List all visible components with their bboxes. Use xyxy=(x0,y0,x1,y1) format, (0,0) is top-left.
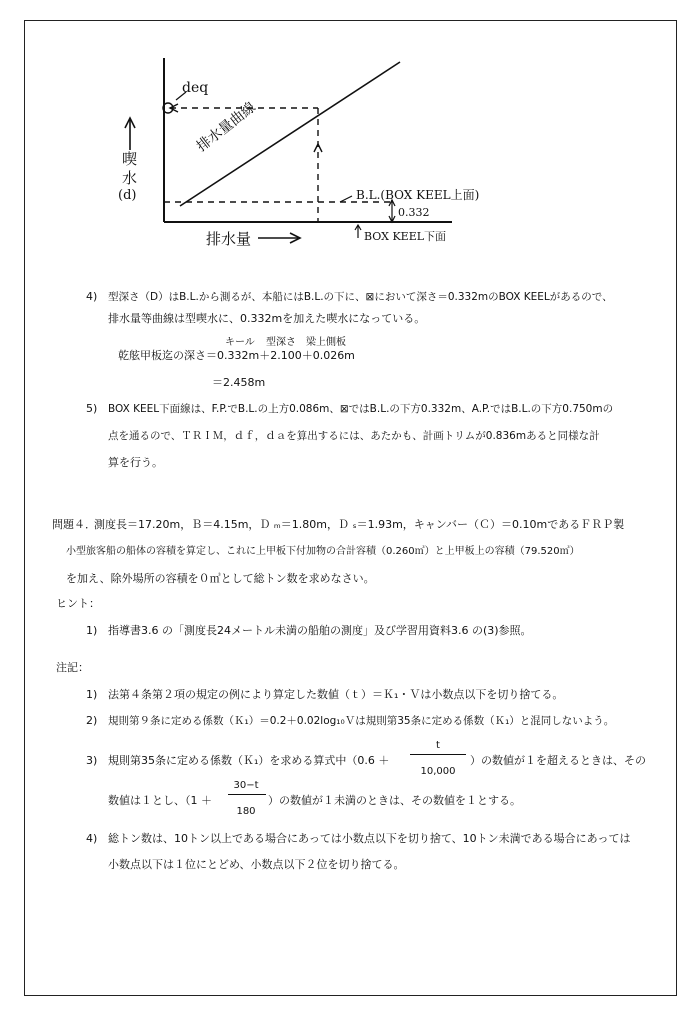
hint-text: 指導書3.6 の「測度長24メートル未満の船舶の測度」及び学習用資料3.6 の(3)参照。 xyxy=(108,624,532,637)
vertical-arrowhead xyxy=(314,144,322,152)
fraction2-numerator: 30−t xyxy=(233,780,259,791)
fraction2-bar xyxy=(228,794,266,795)
item-text: BOX KEEL下面線は、F.P.でB.L.の上方0.086m、⊠ではB.L.の下方0.332m、A.P.ではB.L.の下方0.750mの xyxy=(108,403,614,415)
item-text: 点を通るので、ＴＲＩＭ，ｄｆ，ｄａを算出するには、あたかも、計画トリムが0.836mあると同様な計 xyxy=(108,430,600,442)
fraction1-denominator: 10,000 xyxy=(420,766,456,777)
eq-result: ＝2.458m xyxy=(212,376,266,389)
note-text: 数値は１とし、（1 ＋ xyxy=(108,794,212,807)
bl-label: B.L.(BOX KEEL上面) xyxy=(356,188,480,202)
note-text: ）の数値が１未満のときは、その数値を１とする。 xyxy=(268,794,521,807)
depth-0332-label: 0.332 xyxy=(398,206,430,219)
eq-header-keel: キール xyxy=(225,337,255,348)
note-number: 2) xyxy=(86,714,98,727)
problem-text: 小型旅客船の船体の容積を算定し、これに上甲板下付加物の合計容積（0.260㎥）と上甲板上の容積（79.520㎥） xyxy=(66,546,580,557)
hint-number: 1) xyxy=(86,624,98,637)
item-text: 算を行う。 xyxy=(108,456,163,469)
boxkeel-bottom-label: BOX KEEL下面 xyxy=(364,230,447,243)
curve-label: 排水量曲線 xyxy=(193,99,259,155)
note-text: 法第４条第２項の規定の例により算定した数値（ｔ）＝Ｋ₁・Ｖは小数点以下を切り捨てる。 xyxy=(108,688,564,701)
fraction1-numerator: t xyxy=(436,740,440,751)
eq-header-beam: 梁上側板 xyxy=(306,337,346,348)
problem-label: 問題４． xyxy=(52,518,96,531)
eq-header-depth: 型深さ xyxy=(266,337,296,348)
item-text: 排水量等曲線は型喫水に、0.332mを加えた喫水になっている。 xyxy=(108,312,426,325)
deq-label: deq xyxy=(182,80,209,96)
problem-text: を加え、除外場所の容積を０㎥として総トン数を求めなさい。 xyxy=(66,572,375,585)
note-number: 1) xyxy=(86,688,98,701)
draft-label: 喫水 xyxy=(122,150,138,187)
note-number: 3) xyxy=(86,754,98,767)
hint-title: ヒント： xyxy=(56,597,100,610)
note-text: 規則第９条に定める係数（Ｋ₁）＝0.2＋0.02log₁₀Ｖは規則第35条に定める係数（Ｋ₁）と混同しないよう。 xyxy=(108,715,615,727)
problem-text: 測度長＝17.20m，Ｂ＝4.15m，Ｄ ₘ＝1.80m，Ｄ ₛ＝1.93m，キャンバー（Ｃ）＝0.10mであるＦＲＰ製 xyxy=(94,518,625,531)
fraction1-bar xyxy=(410,754,466,755)
item-number: 4) xyxy=(86,290,98,303)
eq-lhs: 乾舷甲板迄の深さ＝0.332m＋2.100＋0.026m xyxy=(118,349,355,362)
note-text: ）の数値が１を超えるときは、その xyxy=(470,754,646,767)
note-text: 総トン数は、10トン以上である場合にあっては小数点以下を切り捨て、10トン未満である場合にあっては xyxy=(108,832,631,845)
note-number: 4) xyxy=(86,832,98,845)
notes-title: 注記： xyxy=(56,661,89,674)
note-text: 規則第35条に定める係数（Ｋ₁）を求める算式中（0.6 ＋ xyxy=(108,754,390,767)
item-number: 5) xyxy=(86,402,98,415)
item-text: 型深さ（D）はB.L.から測るが、本船にはB.L.の下に、⊠において深さ＝0.332mのBOX KEELがあるので、 xyxy=(108,291,613,303)
bl-pointer xyxy=(340,196,352,202)
fraction2-denominator: 180 xyxy=(236,806,256,817)
displacement-label: 排水量 xyxy=(206,230,252,248)
draft-d-label: (d) xyxy=(118,188,137,203)
note-text: 小数点以下は１位にとどめ、小数点以下２位を切り捨てる。 xyxy=(108,858,405,871)
